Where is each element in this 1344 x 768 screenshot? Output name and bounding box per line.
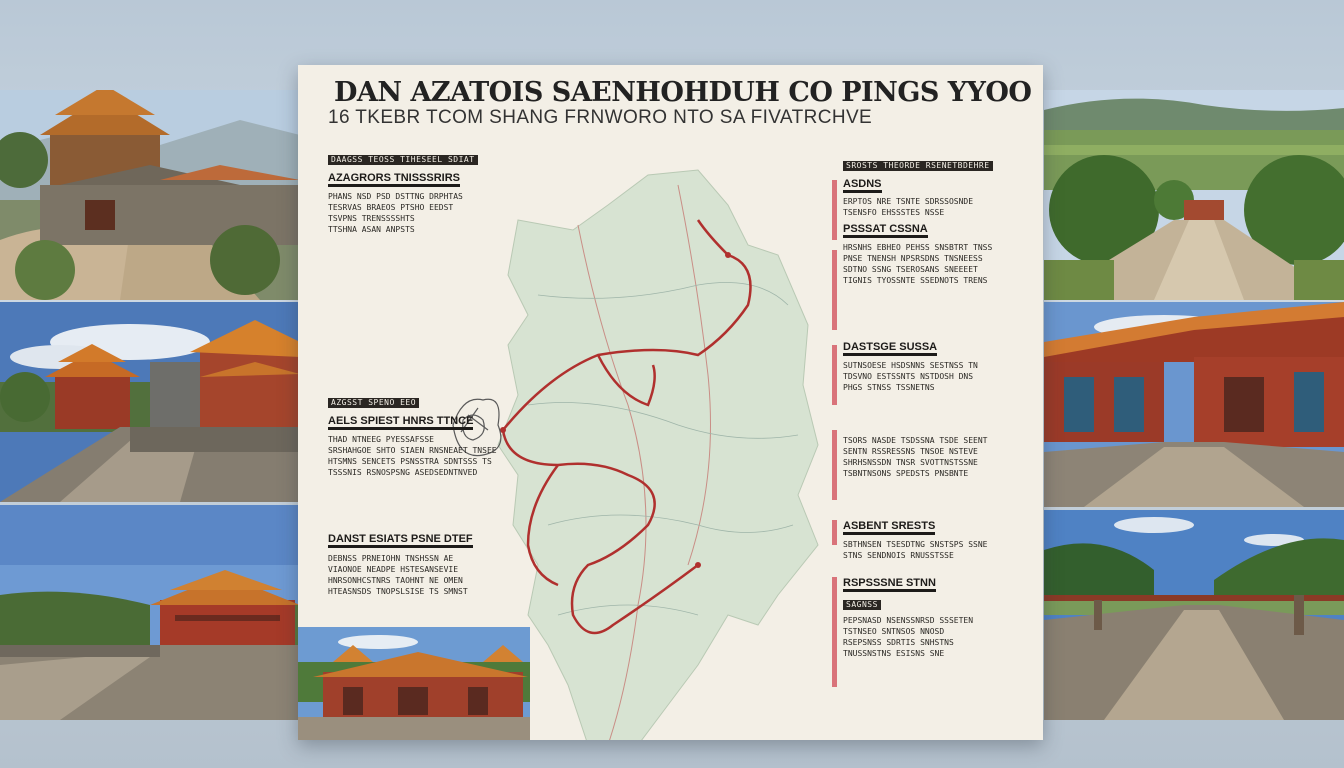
accent-bar bbox=[832, 520, 837, 545]
photo-garden-path bbox=[1044, 90, 1344, 300]
right-block-2 bbox=[843, 217, 992, 286]
block-line: HNRSONHCSTNRS TAOHNT NE OMEN bbox=[328, 576, 463, 585]
block-line: TSVPNS TRENSSSSHTS bbox=[328, 214, 415, 223]
left-block-2 bbox=[328, 390, 497, 478]
block-line: TSBNTNSONS SPEDSTS PNSBNTE bbox=[843, 469, 969, 478]
right-block-4 bbox=[843, 435, 988, 479]
right-block-3 bbox=[843, 335, 978, 393]
block-line: RSEPSNSS SDRTIS SNHSTNS bbox=[843, 638, 954, 647]
block-header: RSPSSSNE STNN bbox=[843, 577, 936, 592]
photo-red-pagodas bbox=[0, 302, 300, 502]
block-line: SRSHAHGOE SHTO SIAEN RNSNEAET TNSEE bbox=[328, 446, 497, 455]
map-landmass bbox=[498, 170, 818, 740]
block-subheader: DASTSGE SUSSA bbox=[843, 341, 937, 356]
block-line: TESRVAS BRAEOS PTSHO EEDST bbox=[328, 203, 454, 212]
block-line: SBTHNSEN TSESDTNG SNSTSPS SSNE bbox=[843, 540, 988, 549]
block-line: DEBNSS PRNEIOHN TNSHSSN AE bbox=[328, 554, 454, 563]
block-line: HRSNHS EBHEO PEHSS SNSBTRT TNSS bbox=[843, 243, 993, 252]
block-line: TDSVNO ESTSSNTS NSTDOSH DNS bbox=[843, 372, 974, 381]
block-subheader: ASDNS bbox=[843, 178, 882, 193]
poster-title: DAN AZATOIS SAENHOHDUH CO PINGS YYOO bbox=[334, 77, 1032, 108]
right-block-6 bbox=[843, 571, 973, 659]
block-line: TSTNSEO SNTNSOS NNOSD bbox=[843, 627, 945, 636]
photo-pagoda-hilltop bbox=[0, 90, 300, 300]
travel-poster bbox=[298, 65, 1043, 740]
photo-inset-hall bbox=[298, 627, 530, 740]
accent-bar bbox=[832, 180, 837, 240]
block-line: PEPSNASD NSENSSNRSD SSSETEN bbox=[843, 616, 974, 625]
block-line: THAD NTNEEG PYESSAFSSE bbox=[328, 435, 434, 444]
accent-bar bbox=[832, 345, 837, 405]
block-line: TNUSSNSTNS ESISNS SNE bbox=[843, 649, 945, 658]
accent-bar bbox=[832, 577, 837, 687]
block-line: STNS SENDNOIS RNUSSTSSE bbox=[843, 551, 954, 560]
photo-palace-plaza bbox=[0, 505, 300, 720]
block-header: DAAGSS TEOSS TIHESEEL SDIAT bbox=[328, 155, 478, 165]
block-line: PHGS STNSS TSSNETNS bbox=[843, 383, 935, 392]
block-line: TIGNIS TYOSSNTE SSEDNOTS TRENS bbox=[843, 276, 988, 285]
left-block-1 bbox=[328, 147, 478, 235]
block-line: VIAONOE NEADPE HSTESANSEVIE bbox=[328, 565, 459, 574]
block-subheader: AELS SPIEST HNRS TTNCE bbox=[328, 415, 473, 430]
block-line: PNSE TNENSH NPSRSDNS TNSNEESS bbox=[843, 254, 983, 263]
block-line: PHANS NSD PSD DSTTNG DRPHTAS bbox=[328, 192, 463, 201]
block-line: TSSSNIS RSNOSPSNG ASEDSEDNTNVED bbox=[328, 468, 478, 477]
block-line: SUTNSOESE HSDSNNS SESTNSS TN bbox=[843, 361, 978, 370]
photo-temple-gate bbox=[1044, 302, 1344, 507]
block-line: HTEASNSDS TNOPSLSISE TS SMNST bbox=[328, 587, 468, 596]
block-line: SENTN RSSRESSNS TNSOE NSTEVE bbox=[843, 447, 978, 456]
block-header: ASBENT SRESTS bbox=[843, 520, 935, 535]
photo-stone-bridge bbox=[1044, 510, 1344, 720]
block-header: DANST ESIATS PSNE DTEF bbox=[328, 533, 473, 548]
poster-subtitle: 16 TKEBR TCOM SHANG FRNWORO NTO SA FIVATRCHVE bbox=[328, 107, 873, 128]
block-header: AZGSST SPENO EEO bbox=[328, 398, 419, 408]
accent-bar bbox=[832, 430, 837, 500]
block-line: SDTNO SSNG TSEROSANS SNEEEET bbox=[843, 265, 978, 274]
block-subheader: SAGNSS bbox=[843, 600, 881, 610]
block-line: HTSMNS SENCETS PSNSSTRA SDNTSSS TS bbox=[328, 457, 492, 466]
block-header: SROSTS THEORDE RSENETBDEHRE bbox=[843, 161, 993, 171]
block-line: SHRHSNSSDN TNSR SVOTTNSTSSNE bbox=[843, 458, 978, 467]
right-block-5 bbox=[843, 514, 988, 561]
left-block-3 bbox=[328, 527, 473, 597]
block-subheader: AZAGRORS TNISSSRIRS bbox=[328, 172, 460, 187]
block-line: ERPTOS NRE TSNTE SDRSSOSNDE bbox=[843, 197, 974, 206]
block-line: TTSHNA ASAN ANPSTS bbox=[328, 225, 415, 234]
block-line: TSENSFO EHSSSTES NSSE bbox=[843, 208, 945, 217]
block-subheader: PSSSAT CSSNA bbox=[843, 223, 928, 238]
right-block-1 bbox=[843, 153, 993, 218]
accent-bar bbox=[832, 250, 837, 330]
block-line: TSORS NASDE TSDSSNA TSDE SEENT bbox=[843, 436, 988, 445]
